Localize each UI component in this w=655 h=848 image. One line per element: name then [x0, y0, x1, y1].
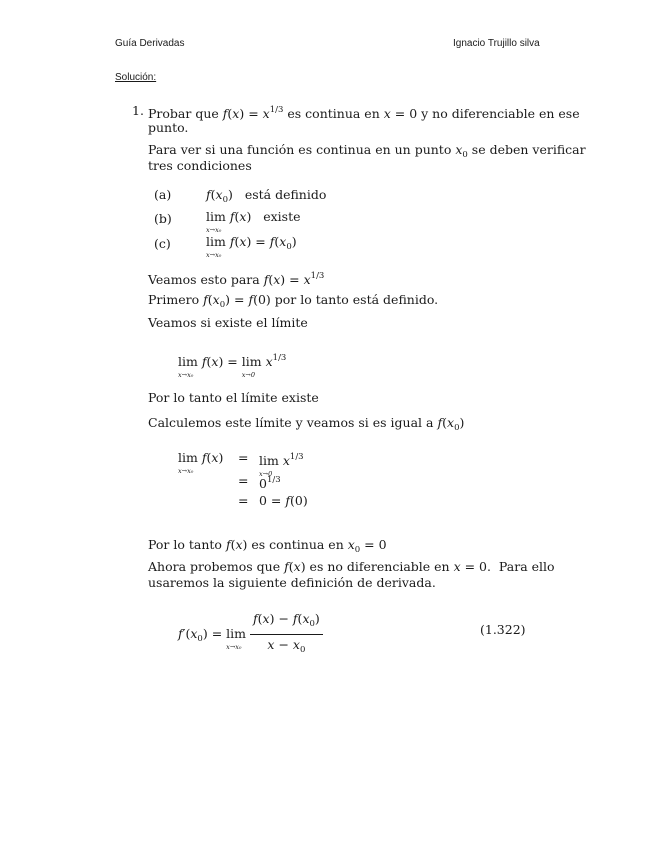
align-rhs-1: lim x→0 $x^{1/3}$: [259, 452, 304, 478]
problem-line-2: punto.: [148, 120, 189, 135]
condition-c-label: (c): [154, 236, 171, 251]
align-rhs-2: $0^{1/3}$: [259, 475, 281, 491]
equation-limit: lim x→x₀ f(x) = lim x→0 $x^{1/3}$: [178, 353, 287, 379]
paragraph-1: Veamos esto para $f(x) = x^{1/3}$: [148, 271, 325, 287]
condition-b-text: existe: [263, 209, 301, 224]
condition-c-expr: lim x→x₀ $f(x) = f(x_0)$: [206, 234, 297, 259]
paragraph-3: Veamos si existe el límite: [148, 315, 308, 330]
condition-a-label: (a): [154, 187, 172, 202]
intro-line-2: tres condiciones: [148, 158, 252, 173]
condition-b-label: (b): [154, 211, 172, 226]
problem-line-1: Probar que $f(x) = x^{1/3}$ es continua en x = 0 y no diferenciable en ese: [148, 105, 580, 121]
paragraph-7b: usaremos la siguiente definición de derivada.: [148, 575, 436, 590]
header-right: Ignacio Trujillo silva: [453, 38, 540, 49]
paragraph-2: Primero $f(x_0) = f(0)$ por lo tanto está definido.: [148, 292, 439, 310]
align-rhs-3: 0 = f(0): [259, 493, 308, 508]
align-eq-2: =: [238, 473, 249, 488]
condition-a-text: está definido: [244, 187, 327, 202]
derivative-definition: $f'(x_0) = \lim$ x→x₀ $\frac{f(x) - f(x_0)}{x - x_0}$: [178, 610, 323, 659]
align-eq-1: =: [238, 450, 249, 465]
paragraph-7a: Ahora probemos que f(x) es no diferenciable en x = 0. Para ello: [148, 559, 555, 574]
align-lhs: lim x→x₀ f(x): [178, 450, 224, 475]
problem-number: 1.: [132, 103, 144, 118]
paragraph-5: Calculemos este límite y veamos si es igual a $f(x_0)$: [148, 415, 465, 433]
condition-b-expr: lim x→x₀ f(x) existe: [206, 209, 301, 234]
paragraph-6: Por lo tanto f(x) es continua en $x_0 = 0$: [148, 537, 387, 555]
equation-number: (1.322): [480, 622, 526, 637]
intro-line-1: Para ver si una función es continua en un punto $x_0$ se deben verificar: [148, 142, 586, 160]
header-left: Guía Derivadas: [115, 38, 185, 49]
align-eq-3: =: [238, 493, 249, 508]
solution-label: Solución:: [115, 72, 157, 83]
condition-a-expr: $f(x_0)$ está definido: [206, 187, 327, 205]
paragraph-4: Por lo tanto el límite existe: [148, 390, 319, 405]
